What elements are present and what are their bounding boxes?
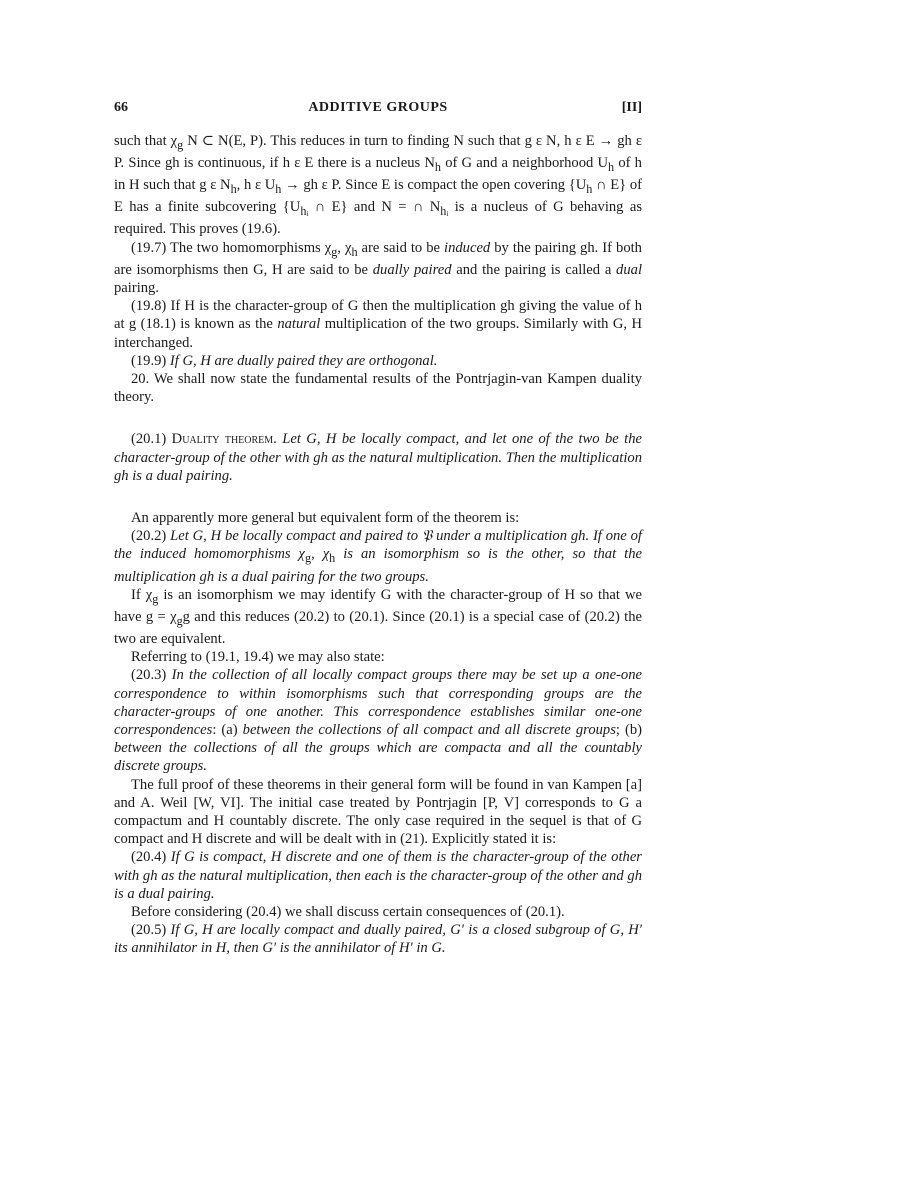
page-number: 66 bbox=[114, 100, 128, 115]
paragraph-19-9: (19.9) If G, H are dually paired they are orthogonal. bbox=[131, 352, 438, 369]
paragraph-20: 20. We shall now state the fundamental results of the Pontrjagin-van Kampen duality theory. bbox=[114, 370, 642, 406]
paragraph-if-isomorphism: If $\chi_g$ is an isomorphism we may identify G with the character-group of H so that we have $g = \chi_gg$ and this reduces (20.2) to (20.1). Since (20.1) is a special case of (20.2) the two are equivalent. bbox=[114, 586, 643, 647]
paragraph-20-3: (20.3) In the collection of all locally compact groups there may be set up a one-one correspondence to within isomorphisms such that corresponding groups are the character-groups of one another. This correspondence establishes similar one-one correspondences: (a) between the collections of all compact and all discrete groups; (b) between the collections of all the groups which are compacta and all the countably discrete groups. bbox=[114, 667, 642, 775]
paragraph-continuation: such that $\chi_g$ N ⊂ N(E, P). This reduces in turn to finding N such that g ε N, h ε E → gh ε P. Since gh is continuous, if h ε E there is a nucleus $N_h$ of G and a neighborhood $U_h$ of h in H such that g ε $N_h$, h ε $U_h$ → gh ε P. Since E is compact the open covering {$U_h$ ∩ E} of E has a finite subcovering {$U_{hᵢ}$ ∩ E} and N = ∩ $N_{hᵢ}$ is a nucleus of G behaving as required. This proves (19.6). bbox=[114, 133, 643, 238]
paragraph-full-proof: The full proof of these theorems in their general form will be found in van Kampen [a] and A. Weil [W, VI]. The initial case treated by Pontrjagin [P, V] corresponds to G a compactum and H countably discrete. The only case required in the sequel is that of G compact and H discrete and will be dealt with in (21). Explicitly stated it is: bbox=[114, 776, 642, 848]
page-body bbox=[114, 132, 642, 958]
paragraph-20-2: (20.2) Let G, H be locally compact and paired to 𝔓 under a multiplication gh. If one of the induced homomorphisms $\chi_g$, $\chi_h$ is an isomorphism so is the other, so that the multiplication gh is a dual pairing for the two groups. bbox=[114, 528, 643, 585]
running-title: ADDITIVE GROUPS bbox=[308, 100, 448, 115]
chapter-label: [II] bbox=[621, 100, 642, 115]
running-header bbox=[114, 100, 642, 120]
paragraph-19-7: (19.7) The two homomorphisms $\chi_g$, $\chi_h$ are said to be induced by the pairing gh. If both are isomorphisms then G, H are said to be dually paired and the pairing is called a dual pairing. bbox=[114, 239, 642, 296]
paragraph-before-considering: Before considering (20.4) we shall discuss certain consequences of (20.1). bbox=[131, 903, 565, 920]
paragraph-20-1-duality-theorem: (20.1) Duality theorem. Let G, H be locally compact, and let one of the two be the character-group of the other with gh as the natural multiplication. Then the multiplication gh is a dual pairing. bbox=[114, 431, 642, 484]
paragraph-equivalent-form: An apparently more general but equivalent form of the theorem is: bbox=[131, 509, 520, 526]
paragraph-19-8: (19.8) If H is the character-group of G then the multiplication gh giving the value of h at g (18.1) is known as the natural multiplication of the two groups. Similarly with G, H interchanged. bbox=[114, 298, 642, 351]
paragraph-20-5: (20.5) If G, H are locally compact and dually paired, G′ is a closed subgroup of G, H′ its annihilator in H, then G′ is the annihilator of H′ in G. bbox=[114, 922, 642, 957]
paragraph-20-4: (20.4) If G is compact, H discrete and one of them is the character-group of the other with gh as the natural multiplication, then each is the character-group of the other and gh is a dual pairing. bbox=[114, 849, 642, 902]
paragraph-referring: Referring to (19.1, 19.4) we may also state: bbox=[131, 649, 385, 666]
